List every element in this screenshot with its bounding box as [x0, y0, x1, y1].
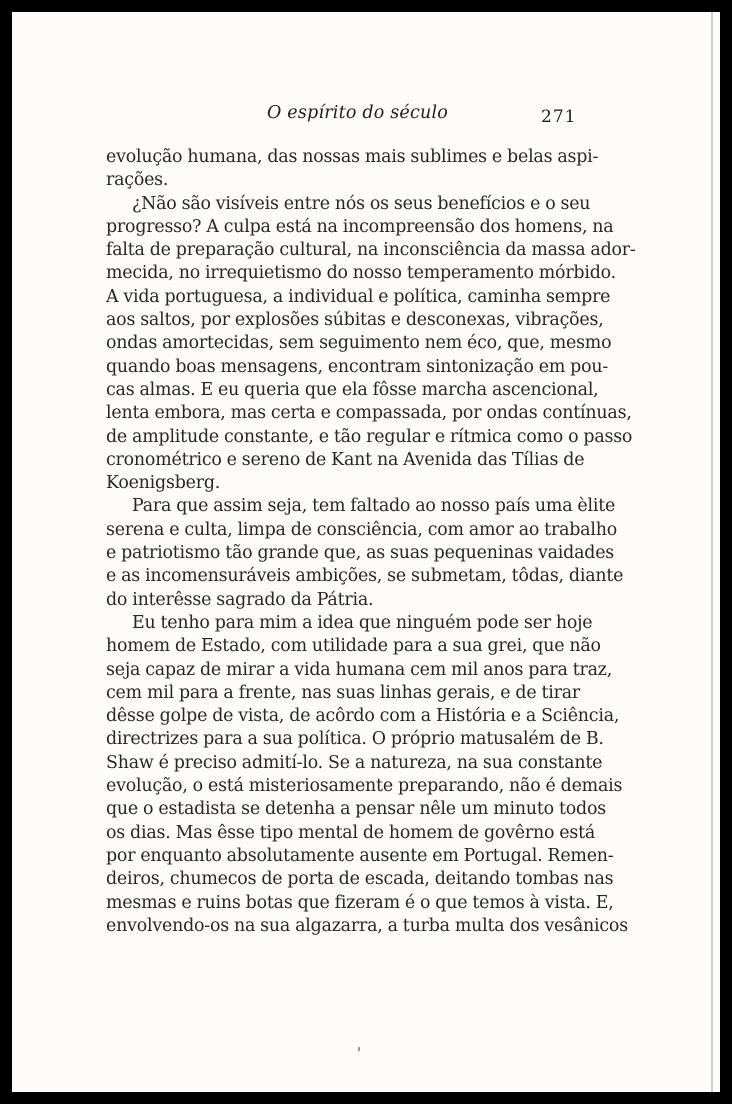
running-head-title: O espírito do século	[267, 103, 448, 123]
text-line: serena e culta, limpa de consciência, com amor ao trabalho	[106, 519, 617, 540]
text-line: mecida, no irrequietismo do nosso temperamento mórbido.	[106, 263, 616, 284]
text-line: cronométrico e sereno de Kant na Avenida das Tílias de	[106, 449, 585, 470]
text-line: cem mil para a frente, nas suas linhas gerais, e de tirar	[106, 682, 580, 703]
footer-mark	[358, 1047, 360, 1051]
text-line: rações.	[106, 170, 169, 191]
text-line: progresso? A culpa está na incompreensão dos homens, na	[106, 216, 614, 237]
text-line: aos saltos, por explosões súbitas e desconexas, vibrações,	[106, 310, 604, 331]
text-line: que o estadista se detenha a pensar nêle um minuto todos	[106, 799, 606, 820]
text-line: ondas amortecidas, sem seguimento nem éco, que, mesmo	[106, 333, 612, 354]
text-line: cas almas. E eu queria que ela fôsse marcha ascencional,	[106, 379, 599, 400]
text-line: Eu tenho para mim a idea que ninguém pode ser hoje	[132, 612, 593, 633]
text-line: envolvendo-os na sua algazarra, a turba multa dos vesânicos	[106, 915, 628, 936]
text-line: quando boas mensagens, encontram sintonização em pou-	[106, 356, 609, 377]
text-line: evolução, o está misteriosamente preparando, não é demais	[106, 776, 623, 797]
text-line: e patriotismo tão grande que, as suas pequeninas vaidades	[106, 543, 615, 564]
text-line: falta de preparação cultural, na inconsciência da massa ador-	[106, 240, 636, 261]
text-line: directrizes para a sua política. O próprio matusalém de B.	[106, 729, 604, 750]
text-line: do interêsse sagrado da Pátria.	[106, 589, 374, 610]
text-line: os dias. Mas êsse tipo mental de homem de govêrno está	[106, 822, 596, 843]
text-line: Shaw é preciso admití-lo. Se a natureza, na sua constante	[106, 752, 603, 773]
text-line: homem de Estado, com utilidade para a sua grei, que não	[106, 636, 601, 657]
page-edge-divider	[711, 12, 713, 1092]
book-page	[12, 12, 720, 1092]
text-line: seja capaz de mirar a vida humana cem mil anos para traz,	[106, 659, 613, 680]
text-line: Para que assim seja, tem faltado ao nosso país uma èlite	[132, 496, 616, 517]
text-line: evolução humana, das nossas mais sublimes e belas aspi-	[106, 147, 599, 167]
text-line: lenta embora, mas certa e compassada, por ondas contínuas,	[106, 403, 632, 424]
text-line: deiros, chumecos de porta de escada, deitando tombas nas	[106, 869, 614, 890]
text-line: de amplitude constante, e tão regular e rítmica como o passo	[106, 426, 633, 447]
text-line: e as incomensuráveis ambições, se submetam, tôdas, diante	[106, 566, 624, 587]
text-line: Koenigsberg.	[106, 473, 221, 494]
text-line: mesmas e ruins botas que fizeram é o que temos à vista. E,	[106, 892, 614, 913]
text-line: A vida portuguesa, a individual e política, caminha sempre	[106, 286, 611, 307]
body-text	[106, 146, 636, 938]
running-head	[12, 103, 720, 129]
text-line: dêsse golpe de vista, de acôrdo com a História e a Sciência,	[106, 706, 620, 727]
text-line: por enquanto absolutamente ausente em Portugal. Remen-	[106, 845, 614, 866]
page-number: 271	[541, 107, 577, 127]
text-line: ¿Não são visíveis entre nós os seus benefícios e o seu	[132, 193, 591, 214]
